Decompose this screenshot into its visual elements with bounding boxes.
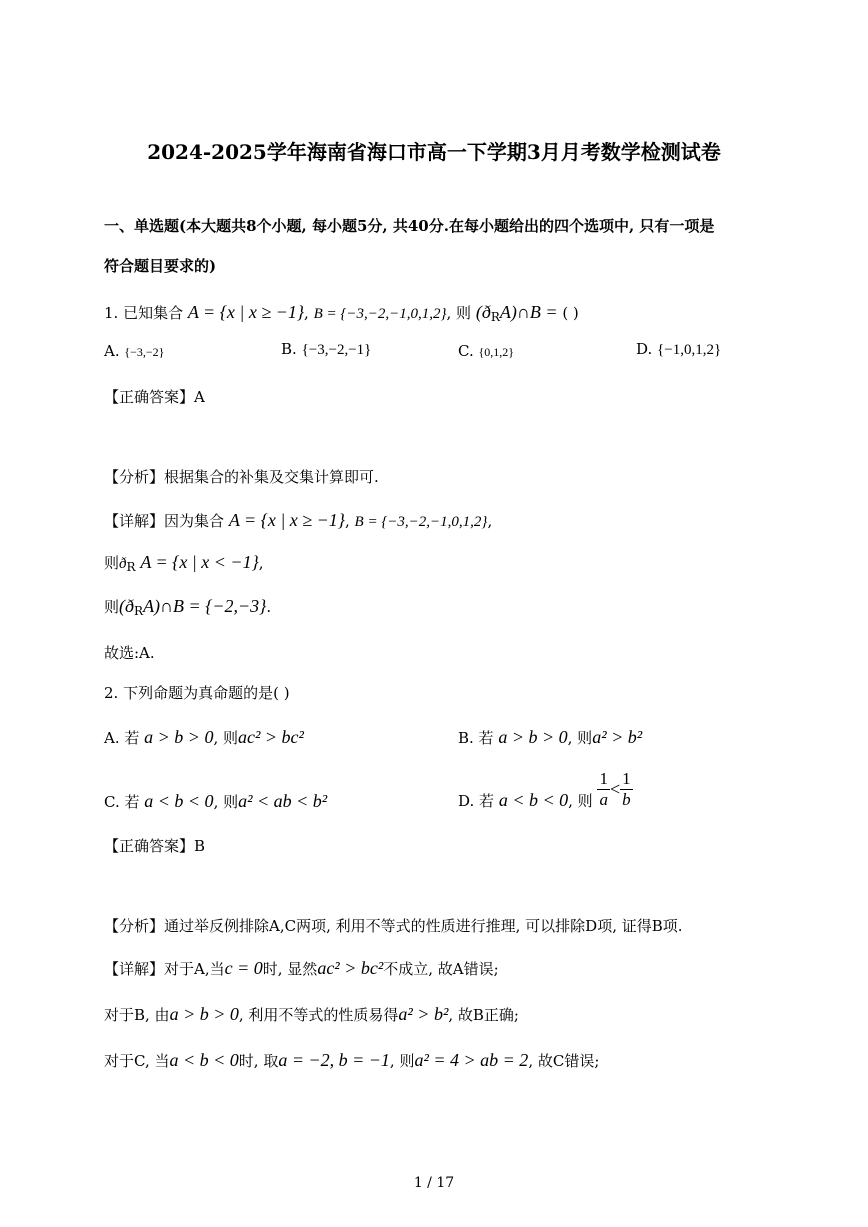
q1-expr-sub: R <box>490 310 500 324</box>
q1-lead: 1. 已知集合 <box>104 304 184 322</box>
q2-detail-line3: 对于C, 当a < b < 0时, 取a = −2, b = −1, 则a² = 4 > ab = 2, 故C错误; <box>104 1050 600 1070</box>
question-2-stem: 2. 下列命题为真命题的是( ) <box>104 684 290 702</box>
q2-analysis: 【分析】通过举反例排除A,C两项, 利用不等式的性质进行推理, 可以排除D项, 证得B项. <box>104 917 683 935</box>
q2-option-d: D. 若 a < b < 0, 则 $\frac{1}{a}$ < $\frac{1}{b}$ <box>458 769 631 810</box>
q1-choice: 故选:A. <box>104 644 155 662</box>
page-title: 2024-2025学年海南省海口市高一下学期3月月考数学检测试卷 <box>147 140 721 164</box>
q1-comma: , <box>304 304 309 322</box>
q2-option-c: C. 若 a < b < 0, 则a² < ab < b² <box>104 791 328 811</box>
q1-paren: ( ) <box>562 304 579 322</box>
q2-answer: 【正确答案】B <box>104 837 206 855</box>
q1-then: , 则 <box>446 304 472 322</box>
q1-expr: (ð <box>475 302 491 322</box>
q1-answer: 【正确答案】A <box>104 388 205 406</box>
q2-option-b: B. 若 a > b > 0, 则a² > b² <box>458 727 643 747</box>
fraction-1-over-b: $\frac{1}{b}$ <box>622 769 631 809</box>
section-heading-line2: 符合题目要求的) <box>104 257 217 275</box>
q1-detail-line2: 则$ð_R$ A = {x | x < −1}, <box>104 552 264 574</box>
q1-set-a: A = {x | x ≥ −1} <box>187 302 305 322</box>
fraction-1-over-a: $\frac{1}{a}$ <box>599 769 608 809</box>
page-number: 1 / 17 <box>413 1175 455 1191</box>
q1-analysis: 【分析】根据集合的补集及交集计算即可. <box>104 468 379 486</box>
q1-set-b: B = {−3,−2,−1,0,1,2} <box>313 306 447 322</box>
question-1-stem <box>104 302 579 324</box>
q1-detail-line3: 则$(ð_RA)\cap B = \{-2,-3\}$. <box>104 596 272 618</box>
q1-option-c: C. {0,1,2} <box>458 342 515 360</box>
q1-option-b: B. {−3,−2,−1} <box>281 340 372 358</box>
q1-option-a: A. {−3,−2} <box>104 342 165 360</box>
q2-option-a: A. 若 a > b > 0, 则ac² > bc² <box>104 727 304 747</box>
q1-detail-line1: 【详解】因为集合 A = {x | x ≥ −1}, B = {−3,−2,−1,0,1,2}, <box>104 510 493 530</box>
q2-detail-line2: 对于B, 由a > b > 0, 利用不等式的性质易得a² > b², 故B正确; <box>104 1004 519 1024</box>
q1-expr2: A)∩B = <box>499 302 558 322</box>
q1-option-d: D. {−1,0,1,2} <box>636 340 722 358</box>
q2-detail-line1: 【详解】对于A,当c = 0时, 显然ac² > bc²不成立, 故A错误; <box>104 958 499 978</box>
section-heading-line1: 一、单选题(本大题共8个小题, 每小题5分, 共40分.在每小题给出的四个选项中, 只有一项是 <box>104 217 715 235</box>
